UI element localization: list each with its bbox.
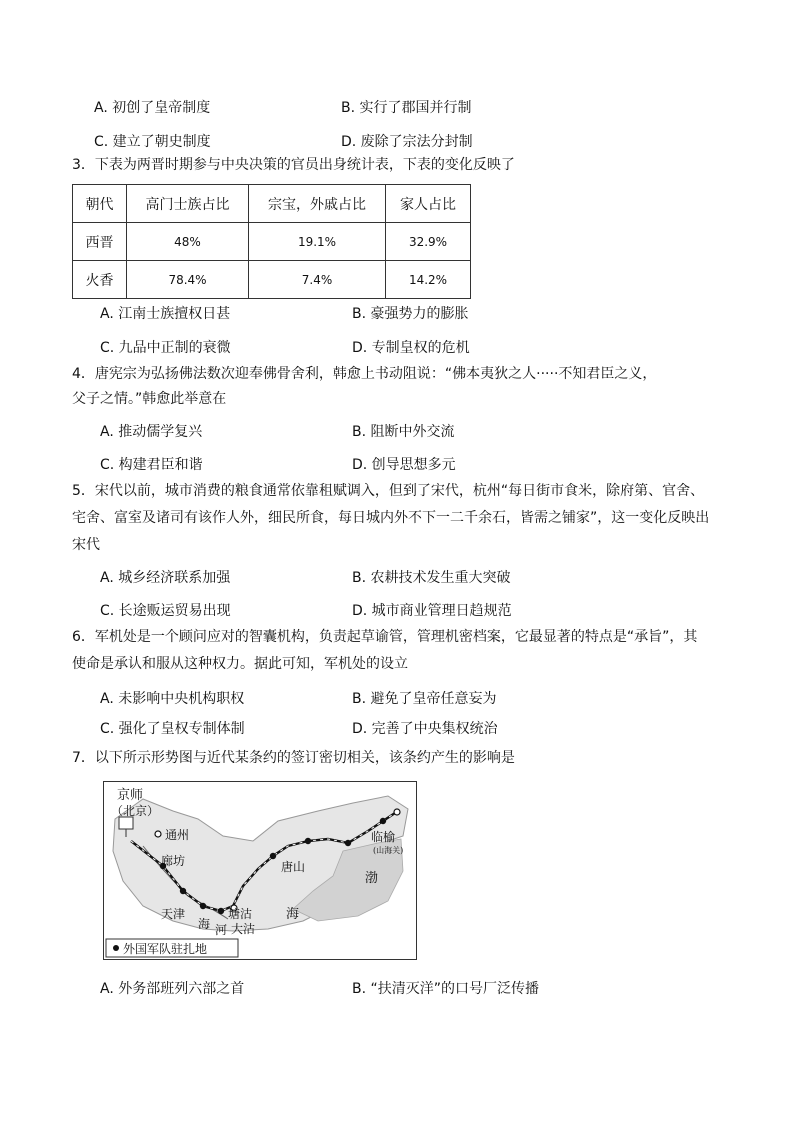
q4-option-b: B. 阻断中外交流 xyxy=(352,424,455,440)
table-cell: 西晋 xyxy=(73,223,127,261)
q6-option-d: D. 完善了中央集权统治 xyxy=(352,721,498,737)
q3-option-c: C. 九品中正制的衰微 xyxy=(100,340,231,356)
q6-stem-line2: 使命是承认和服从这种权力。据此可知，军机处的设立 xyxy=(72,656,408,672)
q5-option-c: C. 长途贩运贸易出现 xyxy=(100,603,231,619)
q3-stem: 3．下表为两晋时期参与中央决策的官员出身统计表，下表的变化反映了 xyxy=(72,157,515,173)
q6-option-b: B. 避免了皇帝任意妄为 xyxy=(352,691,497,707)
legend-label: 外国军队驻扎地 xyxy=(123,942,208,956)
table-header-row xyxy=(73,185,471,223)
capital-symbol xyxy=(119,817,133,829)
label-dagu: 大沽 xyxy=(231,922,256,936)
q5-stem-line2: 宅舍、富室及诸司有该作人外，细民所食，每日城内外不下一二千余石，皆需之铺家”，这一变化反映出 xyxy=(72,510,710,526)
label-haihe-1: 海 xyxy=(198,917,211,931)
table-cell: 14.2% xyxy=(386,261,471,299)
q5-option-a: A. 城乡经济联系加强 xyxy=(100,570,231,586)
table-cell: 32.9% xyxy=(386,223,471,261)
q3-option-d: D. 专制皇权的危机 xyxy=(352,340,470,356)
label-capital-paren: （北京） xyxy=(111,804,160,818)
table-row xyxy=(73,261,471,299)
label-capital: 京师 xyxy=(117,788,144,803)
q2-option-d: D. 废除了宗法分封制 xyxy=(341,134,473,150)
garrison-dot xyxy=(380,818,386,824)
table-cell: 19.1% xyxy=(249,223,386,261)
label-tianjin: 天津 xyxy=(161,907,186,921)
label-haihe-2: 河 xyxy=(215,923,228,937)
table-cell: 78.4% xyxy=(127,261,249,299)
label-tanggu: 塘沽 xyxy=(228,907,253,921)
q5-option-b: B. 农耕技术发生重大突破 xyxy=(352,570,511,586)
q5-stem-line3: 宋代 xyxy=(72,537,100,553)
table-header-cell: 家人占比 xyxy=(386,185,471,223)
linyu-point xyxy=(394,809,400,815)
q4-stem-line1: 4．唐宪宗为弘扬佛法数次迎奉佛骨舍利，韩愈上书动阻说：“佛本夷狄之人·····不知君臣之义， xyxy=(72,366,657,382)
q4-stem-line2: 父子之情。”韩愈此举意在 xyxy=(72,391,227,407)
garrison-dot xyxy=(200,903,206,909)
situation-map xyxy=(103,781,417,960)
tongzhou-point xyxy=(155,831,161,837)
q3-option-b: B. 豪强势力的膨胀 xyxy=(352,306,469,322)
legend-dot xyxy=(113,945,119,951)
table-row xyxy=(73,223,471,261)
q2-option-c: C. 建立了朝史制度 xyxy=(94,134,211,150)
q4-option-a: A. 推动儒学复兴 xyxy=(100,424,203,440)
garrison-dot xyxy=(180,888,186,894)
label-tangshan: 唐山 xyxy=(281,860,306,874)
garrison-dot xyxy=(270,853,276,859)
q5-stem-line1: 5．宋代以前，城市消费的粮食通常依靠租赋调入，但到了宋代，杭州“每日街市食米，除府第、官舍、 xyxy=(72,483,705,499)
q4-option-c: C. 构建君臣和谐 xyxy=(100,457,203,473)
q7-stem: 7．以下所示形势图与近代某条约的签订密切相关，该条约产生的影响是 xyxy=(72,750,515,766)
label-shanhaiguan: (山海关) xyxy=(373,846,404,855)
garrison-dot xyxy=(305,838,311,844)
q2-option-a: A. 初创了皇帝制度 xyxy=(94,100,211,116)
garrison-dot xyxy=(218,908,224,914)
q6-option-c: C. 强化了皇权专制体制 xyxy=(100,721,245,737)
table-header-cell: 高门士族占比 xyxy=(127,185,249,223)
table-cell: 7.4% xyxy=(249,261,386,299)
label-langfang: 廊坊 xyxy=(161,854,186,868)
q5-option-d: D. 城市商业管理日趋规范 xyxy=(352,603,512,619)
table-cell: 48% xyxy=(127,223,249,261)
q4-option-d: D. 创导思想多元 xyxy=(352,457,456,473)
label-tongzhou: 通州 xyxy=(165,828,190,842)
label-hai: 海 xyxy=(286,907,300,922)
label-linyu: 临榆 xyxy=(371,830,396,844)
q6-option-a: A. 未影响中央机构职权 xyxy=(100,691,245,707)
q6-stem-line1: 6．军机处是一个顾问应对的智囊机构，负责起草谕管，管理机密档案，它最显著的特点是“承旨”，其 xyxy=(72,629,698,645)
label-bo: 渤 xyxy=(365,871,379,886)
table-header-cell: 宗宝，外戚占比 xyxy=(249,185,386,223)
q7-option-b: B. “扶清灭洋”的口号厂泛传播 xyxy=(352,981,540,997)
table-header-cell: 朝代 xyxy=(73,185,127,223)
q3-option-a: A. 江南士族擅权日甚 xyxy=(100,306,231,322)
q7-option-a: A. 外务部班列六部之首 xyxy=(100,981,245,997)
garrison-dot xyxy=(345,840,351,846)
q2-option-b: B. 实行了郡国并行制 xyxy=(341,100,472,116)
table-cell: 火香 xyxy=(73,261,127,299)
statistics-table xyxy=(72,184,471,299)
